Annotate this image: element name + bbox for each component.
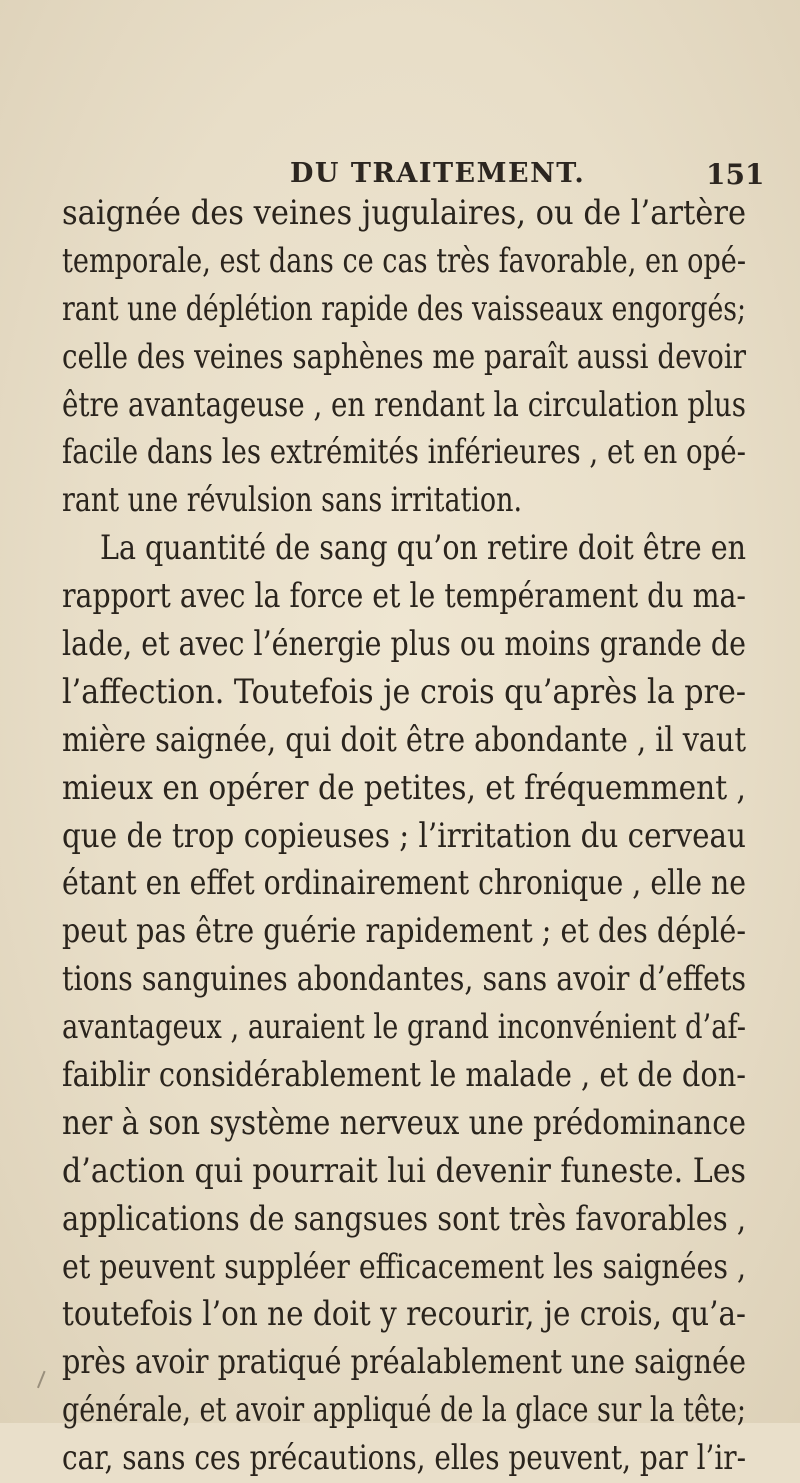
text-line: La quantité de sang qu’on retire doit être en <box>100 528 747 569</box>
text-line: mière saignée, qui doit être abondante , il vaut <box>62 719 747 760</box>
text-line: saignée des veines jugulaires, ou de l’artère <box>62 193 747 233</box>
text-line: avantageux , auraient le grand inconvénient d’af- <box>62 1007 746 1047</box>
text-line: faiblir considérablement le malade , et de don- <box>62 1054 747 1095</box>
text-line: celle des veines saphènes me paraît aussi devoir <box>62 336 747 377</box>
text-line: temporale, est dans ce cas très favorable, en opé- <box>62 240 746 281</box>
text-line: rapport avec la force et le tempérament du ma- <box>62 576 747 617</box>
text-line: peut pas être guérie rapidement ; et des déplé- <box>62 911 746 952</box>
text-line: d’action qui pourrait lui devenir funeste. Les <box>62 1150 747 1191</box>
page-number: 151 <box>706 158 765 191</box>
text-line: applications de sangsues sont très favorables , <box>62 1198 747 1239</box>
text-line: toutefois l’on ne doit y recourir, je crois, qu’a- <box>62 1294 746 1335</box>
text-line: et peuvent suppléer efficacement les saignées , <box>62 1246 747 1287</box>
text-line: être avantageuse , en rendant la circulation plus <box>62 384 746 425</box>
text-line: facile dans les extrémités inférieures , et en opé- <box>62 432 746 473</box>
text-line: lade, et avec l’énergie plus ou moins grande de <box>62 624 746 664</box>
text-line: que de trop copieuses ; l’irritation du cerveau <box>62 815 746 856</box>
pencil-mark <box>37 1371 53 1391</box>
text-line: ner à son système nerveux une prédominance <box>62 1102 746 1143</box>
text-line: près avoir pratiqué préalablement une saignée <box>62 1342 747 1383</box>
text-line: rant une révulsion sans irritation. <box>62 480 523 521</box>
text-line: générale, et avoir appliqué de la glace sur la tête; <box>62 1390 746 1431</box>
text-line: mieux en opérer de petites, et fréquemment , <box>62 767 746 808</box>
text-line: rant une déplétion rapide des vaisseaux engorgés; <box>62 288 747 329</box>
text-line: tions sanguines abondantes, sans avoir d’effets <box>62 959 747 1000</box>
text-line: l’affection. Toutefois je crois qu’après la pre- <box>62 671 747 712</box>
text-line: étant en effet ordinairement chronique , elle ne <box>62 863 746 904</box>
running-title: DU TRAITEMENT. <box>290 158 586 189</box>
text-line: car, sans ces précautions, elles peuvent, par l’ir- <box>62 1438 747 1478</box>
